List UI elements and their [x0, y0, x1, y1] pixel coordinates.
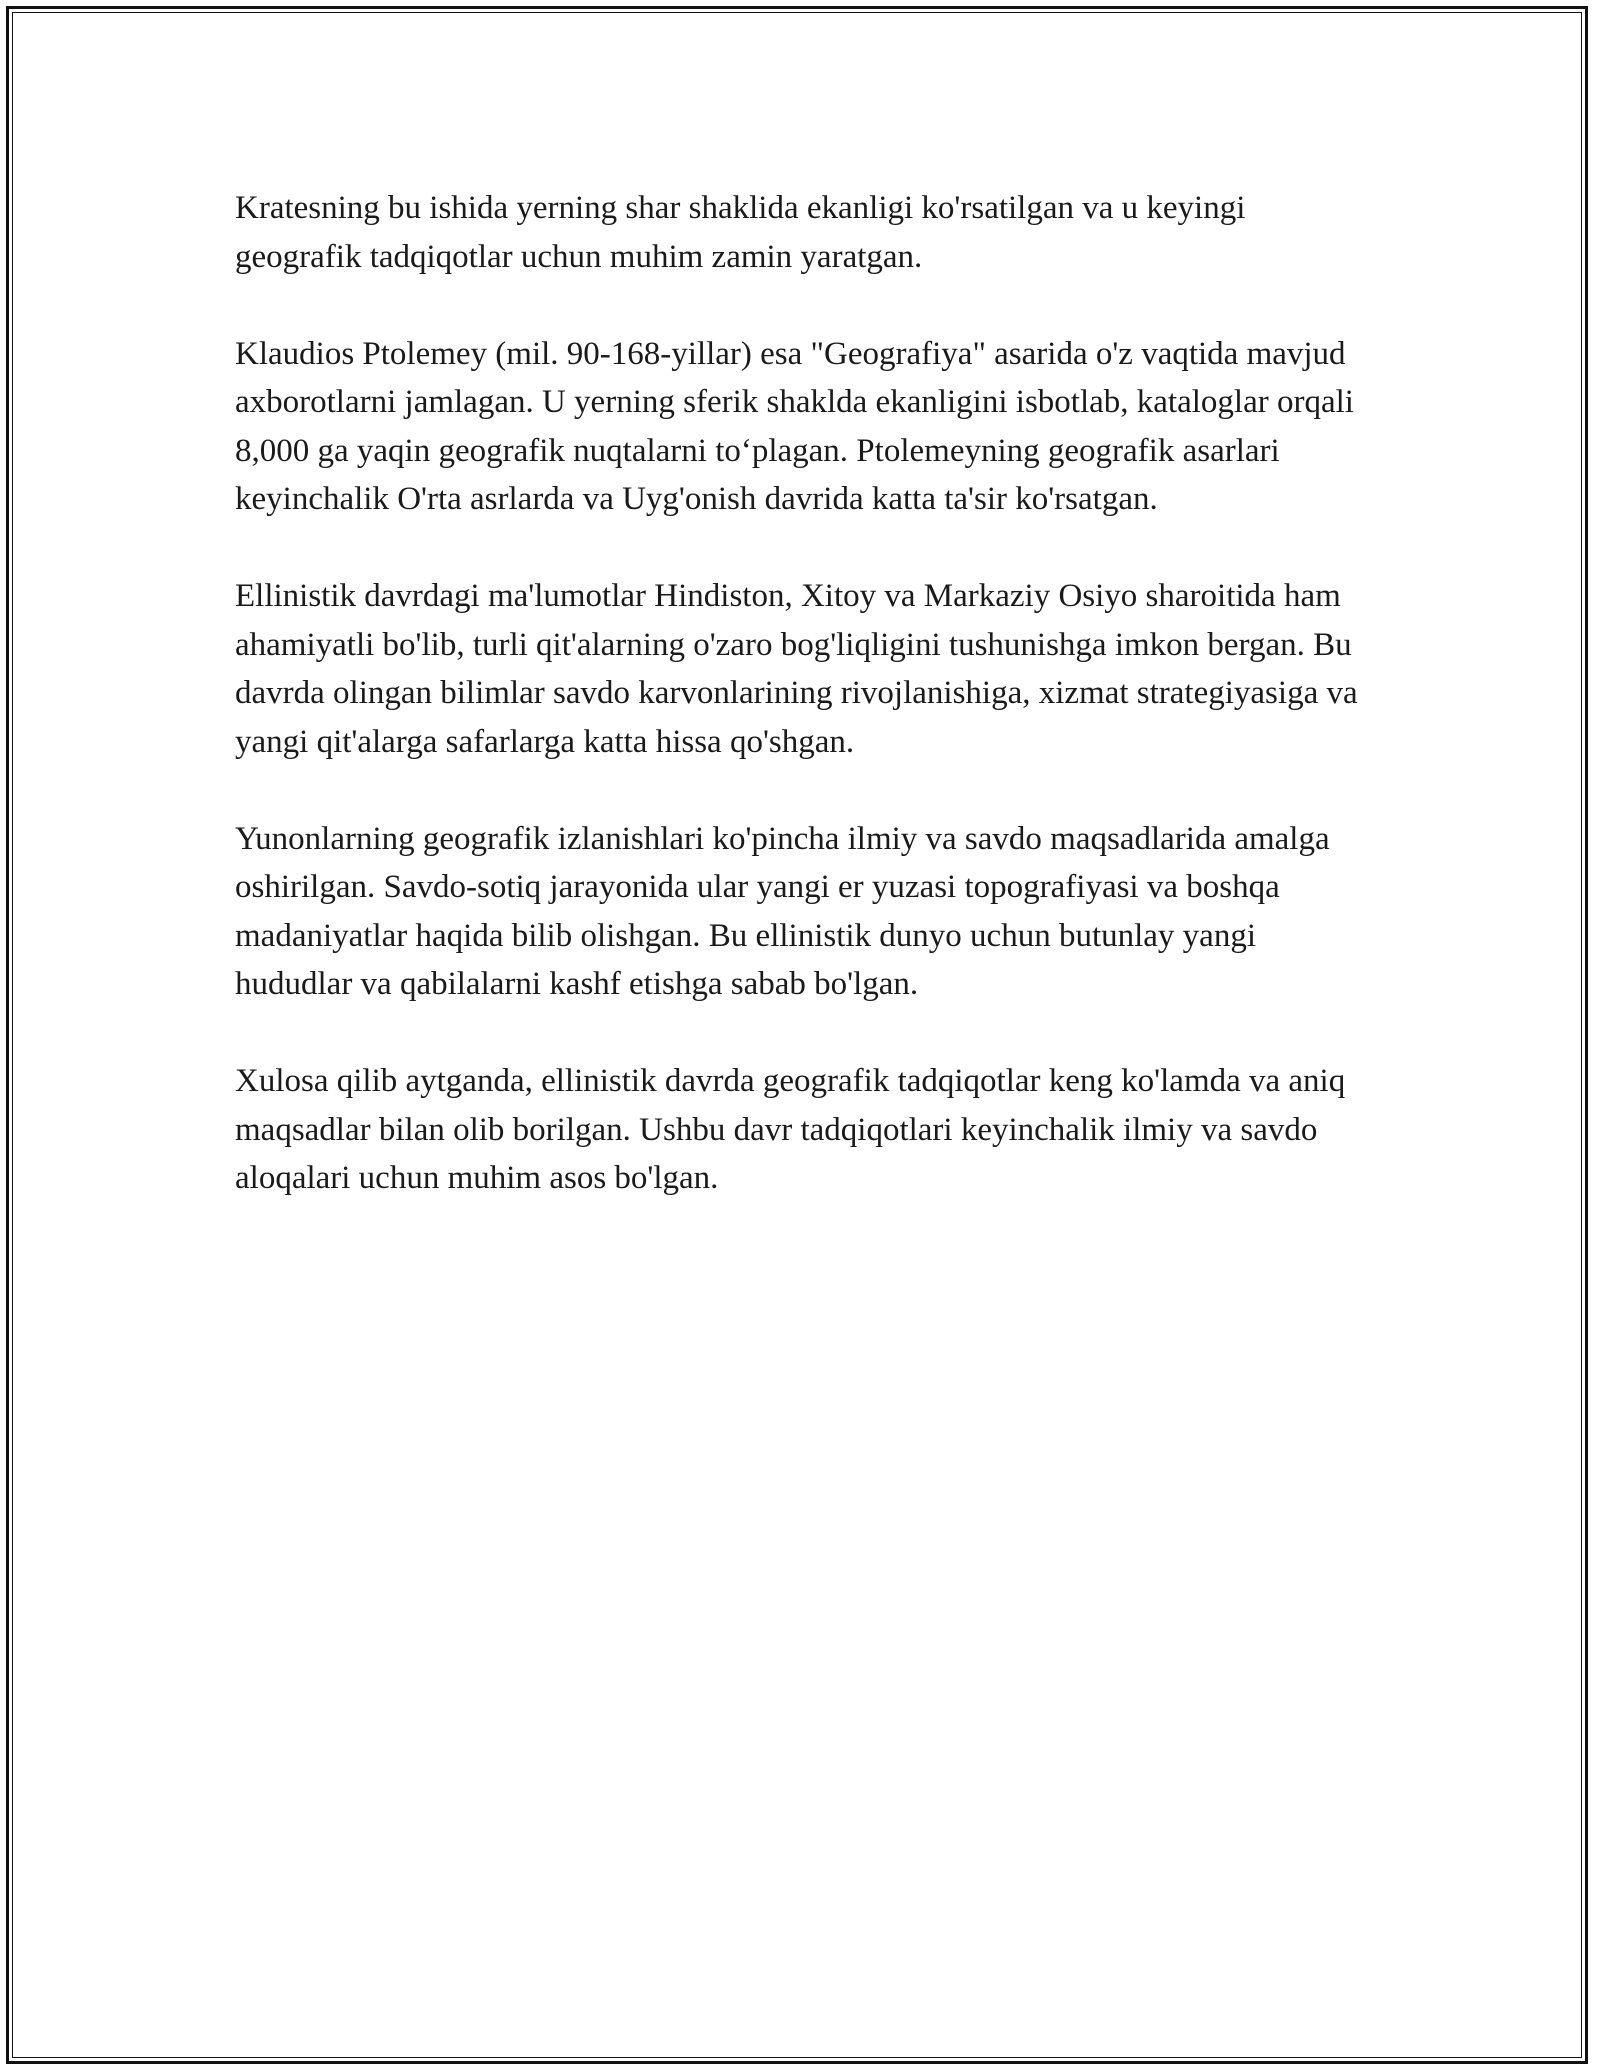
paragraph-xulosa: Xulosa qilib aytganda, ellinistik davrda geografik tadqiqotlar keng ko'lamda va aniq maqsadlar bilan olib borilgan. Ushbu davr tadqiqotlari keyinchalik ilmiy va savdo aloqalari uchun muhim asos bo'lgan. — [235, 1063, 1346, 1196]
paragraph-ellinistik-malumotlar: Ellinistik davrdagi ma'lumotlar Hindiston, Xitoy va Markaziy Osiyo sharoitida ham ahamiyatli bo'lib, turli qit'alarning o'zaro bog'liqligini tushunishga imkon bergan. Bu davrda olingan bilimlar savdo karvonlarining rivojlanishiga, xizmat strategiyasiga va yangi qit'alarga safarlarga katta hissa qo'shgan. — [235, 578, 1358, 760]
paragraph-yunonlar-izlanishlari: Yunonlarning geografik izlanishlari ko'pincha ilmiy va savdo maqsadlarida amalga oshirilgan. Savdo-sotiq jarayonida ular yangi er yuzasi topografiyasi va boshqa madaniyatlar haqida bilib olishgan. Bu ellinistik dunyo uchun butunlay yangi hududlar va qabilalarni kashf etishga sabab bo'lgan. — [235, 820, 1330, 1002]
paragraph-ptolemey: Klaudios Ptolemey (mil. 90-168-yillar) esa "Geografiya" asarida o'z vaqtida mavjud axborotlarni jamlagan. U yerning sferik shaklda ekanligini isbotlab, kataloglar orqali 8,000 ga yaqin geografik nuqtalarni to‘plagan. Ptolemeyning geografik asarlari keyinchalik O'rta asrlarda va Uyg'onish davrida katta ta'sir ko'rsatgan. — [235, 335, 1354, 517]
document-body — [235, 184, 1375, 1251]
paragraph-krates: Kratesning bu ishida yerning shar shaklida ekanligi ko'rsatilgan va u keyingi geografik tadqiqotlar uchun muhim zamin yaratgan. — [235, 190, 1246, 275]
